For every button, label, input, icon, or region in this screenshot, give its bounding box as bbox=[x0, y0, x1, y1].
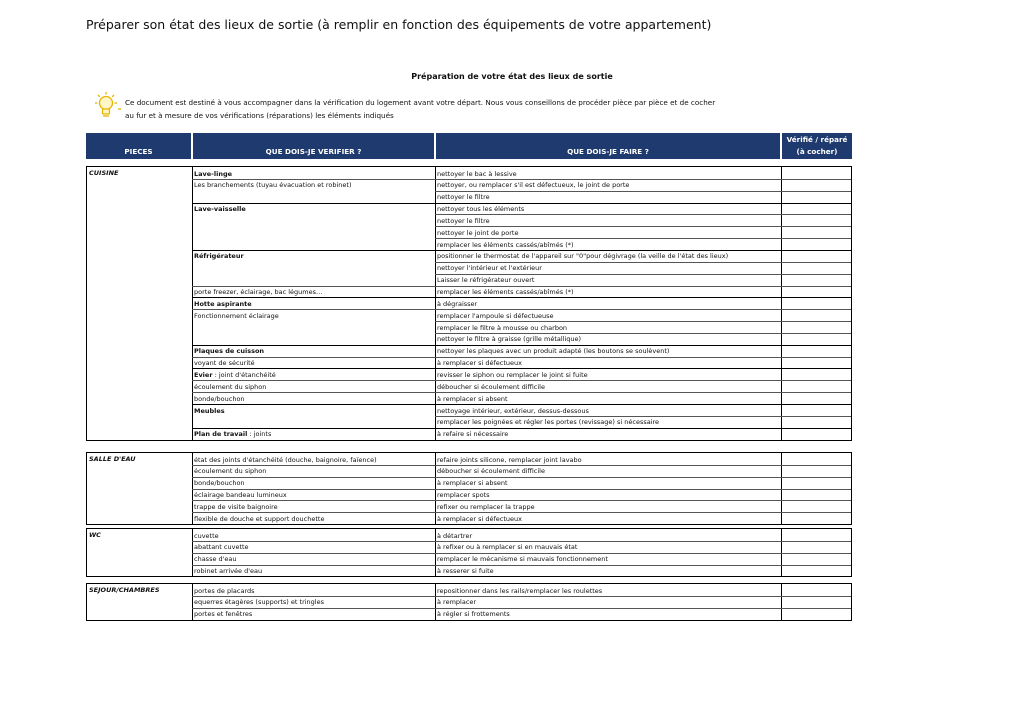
action-item: nettoyer le filtre à graisse (grille métallique) bbox=[437, 335, 582, 344]
verify-item bbox=[194, 530, 434, 542]
table-row bbox=[87, 501, 851, 513]
verify-item bbox=[194, 465, 434, 477]
verify-item bbox=[194, 369, 434, 381]
equipment-name: Hotte aspirante bbox=[194, 299, 252, 308]
verify-text: Fonctionnement éclairage bbox=[194, 311, 279, 320]
table-row bbox=[87, 465, 851, 477]
action-item: refixer ou remplacer la trappe bbox=[437, 502, 535, 511]
verify-item bbox=[194, 274, 434, 286]
checkbox-cell[interactable] bbox=[783, 465, 849, 477]
action-item: nettoyer le filtre bbox=[437, 193, 490, 202]
checkbox-cell[interactable] bbox=[783, 405, 849, 417]
action-item: revisser le siphon ou remplacer le joint si fuite bbox=[437, 370, 588, 379]
verify-text: écoulement du siphon bbox=[194, 382, 267, 391]
verify-item bbox=[194, 541, 434, 553]
verify-text: chasse d'eau bbox=[194, 555, 237, 564]
checkbox-cell[interactable] bbox=[783, 357, 849, 369]
verify-item bbox=[194, 179, 434, 191]
action-item: à refixer ou à remplacer si en mauvais état bbox=[437, 543, 578, 552]
table-row bbox=[87, 541, 851, 553]
table-row bbox=[87, 405, 851, 417]
intro-text bbox=[125, 96, 785, 122]
table-row bbox=[87, 416, 851, 428]
checkbox-cell[interactable] bbox=[783, 393, 849, 405]
table-row bbox=[87, 227, 851, 239]
verify-text: portes et fenêtres bbox=[194, 610, 253, 619]
table-row bbox=[87, 513, 851, 525]
equipment-name: Lave-vaisselle bbox=[194, 205, 246, 214]
table-row bbox=[87, 168, 851, 180]
action-item: nettoyer les plaques avec un produit adapté (les boutons se soulèvent) bbox=[437, 347, 670, 356]
verify-item bbox=[194, 298, 434, 310]
action-item: à remplacer si absent bbox=[437, 479, 508, 488]
verify-item bbox=[194, 489, 434, 501]
table-row bbox=[87, 333, 851, 345]
table-row bbox=[87, 357, 851, 369]
action-item: à remplacer si défectueux bbox=[437, 359, 523, 368]
table-row bbox=[87, 381, 851, 393]
checkbox-cell[interactable] bbox=[783, 322, 849, 334]
action-item: nettoyer le joint de porte bbox=[437, 228, 519, 237]
checkbox-cell[interactable] bbox=[783, 298, 849, 310]
checkbox-cell[interactable] bbox=[783, 501, 849, 513]
verify-item bbox=[194, 333, 434, 345]
checkbox-cell[interactable] bbox=[783, 381, 849, 393]
action-item: remplacer le mécanisme si mauvais fonctionnement bbox=[437, 555, 608, 564]
action-item: à remplacer si absent bbox=[437, 394, 508, 403]
section-salle-d-eau bbox=[86, 452, 852, 525]
equipment-name: Evier bbox=[194, 370, 213, 379]
table-row bbox=[87, 203, 851, 215]
verify-text: : joints bbox=[247, 430, 272, 439]
intro-line-1: Ce document est destiné à vous accompagner dans la vérification du logement avant votre départ. Nous vous conseillons de procéder pièce par pièce et de cocher bbox=[125, 98, 716, 107]
table-row bbox=[87, 239, 851, 251]
checkbox-cell[interactable] bbox=[783, 565, 849, 577]
header-faire: QUE DOIS-JE FAIRE ? bbox=[436, 133, 780, 159]
checkbox-cell[interactable] bbox=[783, 541, 849, 553]
verify-item bbox=[194, 310, 434, 322]
table-row bbox=[87, 428, 851, 440]
verify-item bbox=[194, 345, 434, 357]
action-item: à remplacer bbox=[437, 598, 477, 607]
checkbox-cell[interactable] bbox=[783, 333, 849, 345]
header-verifie bbox=[782, 133, 852, 159]
verify-item bbox=[194, 596, 434, 608]
verify-item bbox=[194, 501, 434, 513]
section-cuisine bbox=[86, 166, 852, 441]
checkbox-cell[interactable] bbox=[783, 489, 849, 501]
table-row bbox=[87, 596, 851, 608]
equipment-name: Plan de travail bbox=[194, 430, 248, 439]
checkbox-cell[interactable] bbox=[783, 345, 849, 357]
verify-item bbox=[194, 262, 434, 274]
checkbox-cell[interactable] bbox=[783, 310, 849, 322]
verify-item bbox=[194, 215, 434, 227]
table-row bbox=[87, 530, 851, 542]
checkbox-cell[interactable] bbox=[783, 179, 849, 191]
verify-text: éclairage bandeau lumineux bbox=[194, 491, 287, 500]
checkbox-cell[interactable] bbox=[783, 168, 849, 180]
checkbox-cell[interactable] bbox=[783, 553, 849, 565]
verify-item bbox=[194, 585, 434, 597]
verify-item bbox=[194, 250, 434, 262]
page-title: Préparer son état des lieux de sortie (à remplir en fonction des équipements de votre appartement) bbox=[86, 17, 712, 32]
action-item: à refaire si nécessaire bbox=[437, 430, 509, 439]
verify-item bbox=[194, 513, 434, 525]
header-verifie-line1: Vérifié / réparé bbox=[786, 135, 848, 144]
verify-item bbox=[194, 168, 434, 180]
table-row bbox=[87, 215, 851, 227]
action-item: remplacer les poignées et régler les portes (revissage) si nécessaire bbox=[437, 418, 660, 427]
verify-text: flexible de douche et support douchette bbox=[194, 514, 325, 523]
action-item: refaire joints silicone, remplacer joint lavabo bbox=[437, 455, 582, 464]
table-row bbox=[87, 585, 851, 597]
action-item: remplacer l'ampoule si défectueuse bbox=[437, 311, 554, 320]
checkbox-cell[interactable] bbox=[783, 274, 849, 286]
checkbox-cell[interactable] bbox=[783, 369, 849, 381]
action-item: remplacer spots bbox=[437, 491, 490, 500]
intro-line-2: au fur et à mesure de vos vérifications (réparations) les éléments indiqués bbox=[125, 111, 394, 120]
action-item: nettoyer le filtre bbox=[437, 216, 490, 225]
equipment-name: Meubles bbox=[194, 406, 225, 415]
verify-item bbox=[194, 322, 434, 334]
table-row bbox=[87, 274, 851, 286]
verify-item bbox=[194, 203, 434, 215]
action-item: remplacer les éléments cassés/abîmés (*) bbox=[437, 288, 574, 296]
checkbox-cell[interactable] bbox=[783, 416, 849, 428]
checkbox-cell[interactable] bbox=[783, 227, 849, 239]
table-row bbox=[87, 489, 851, 501]
action-item: à régler si frottements bbox=[437, 610, 510, 619]
verify-item bbox=[194, 381, 434, 393]
verify-item bbox=[194, 393, 434, 405]
verify-item bbox=[194, 477, 434, 489]
table-row bbox=[87, 553, 851, 565]
verify-text: equerres étagères (supports) et tringles bbox=[194, 598, 324, 607]
checkbox-cell[interactable] bbox=[783, 286, 849, 298]
room-name: CUISINE bbox=[89, 169, 119, 177]
verify-text: abattant cuvette bbox=[194, 543, 249, 552]
table-row bbox=[87, 608, 851, 620]
document-subtitle: Préparation de votre état des lieux de sortie bbox=[411, 72, 613, 81]
verify-item bbox=[194, 416, 434, 428]
checkbox-cell[interactable] bbox=[783, 585, 849, 597]
verify-text: porte freezer, éclairage, bac légumes… bbox=[194, 288, 323, 296]
verify-item bbox=[194, 428, 434, 440]
action-item: nettoyer le bac à lessive bbox=[437, 169, 517, 178]
verify-text: trappe de visite baignoire bbox=[194, 502, 278, 511]
verify-item bbox=[194, 191, 434, 203]
table-row bbox=[87, 369, 851, 381]
action-item: repositionner dans les rails/remplacer les roulettes bbox=[437, 586, 603, 595]
table-row bbox=[87, 322, 851, 334]
verify-text: Les branchements (tuyau évacuation et robinet) bbox=[194, 181, 352, 190]
verify-text: voyant de sécurité bbox=[194, 359, 255, 368]
action-item: Laisser le réfrigérateur ouvert bbox=[437, 276, 535, 285]
checkbox-cell[interactable] bbox=[783, 428, 849, 440]
verify-item bbox=[194, 608, 434, 620]
action-item: remplacer les éléments cassés/abîmés (*) bbox=[437, 240, 574, 249]
header-verifier: QUE DOIS-JE VERIFIER ? bbox=[193, 133, 434, 159]
verify-item bbox=[194, 565, 434, 577]
verify-item bbox=[194, 454, 434, 466]
checkbox-cell[interactable] bbox=[783, 262, 849, 274]
action-item: à détartrer bbox=[437, 531, 473, 540]
verify-item bbox=[194, 405, 434, 417]
verify-item bbox=[194, 239, 434, 251]
equipment-name: Lave-linge bbox=[194, 169, 233, 178]
checkbox-cell[interactable] bbox=[783, 239, 849, 251]
table-row bbox=[87, 565, 851, 577]
room-name: SEJOUR/CHAMBRES bbox=[89, 586, 160, 594]
table-row bbox=[87, 393, 851, 405]
table-row bbox=[87, 345, 851, 357]
checkbox-cell[interactable] bbox=[783, 477, 849, 489]
equipment-name: Plaques de cuisson bbox=[194, 347, 265, 356]
table-row bbox=[87, 179, 851, 191]
checkbox-cell[interactable] bbox=[783, 608, 849, 620]
verify-text: bonde/bouchon bbox=[194, 479, 245, 488]
table-row bbox=[87, 454, 851, 466]
verify-text: : joint d'étanchéité bbox=[212, 370, 276, 379]
table-row bbox=[87, 262, 851, 274]
verify-text: bonde/bouchon bbox=[194, 394, 245, 403]
section-sejour-chambres bbox=[86, 583, 852, 621]
lightbulb-icon bbox=[90, 90, 122, 122]
header-verifie-line2: (à cocher) bbox=[796, 147, 838, 156]
table-row bbox=[87, 250, 851, 262]
checkbox-cell[interactable] bbox=[783, 250, 849, 262]
room-name: SALLE D'EAU bbox=[89, 455, 136, 463]
action-item: remplacer le filtre à mousse ou charbon bbox=[437, 323, 568, 332]
verify-text: robinet arrivée d'eau bbox=[194, 567, 263, 576]
verify-item bbox=[194, 553, 434, 565]
equipment-name: Réfrigérateur bbox=[194, 252, 244, 261]
action-item: positionner le thermostat de l'appareil sur "0"pour dégivrage (la veille de l'état des lieux) bbox=[437, 252, 729, 261]
verify-text: écoulement du siphon bbox=[194, 467, 267, 476]
action-item: déboucher si écoulement difficile bbox=[437, 382, 545, 391]
table-row bbox=[87, 310, 851, 322]
section-wc bbox=[86, 528, 852, 577]
checkbox-cell[interactable] bbox=[783, 596, 849, 608]
action-item: nettoyage intérieur, extérieur, dessus-dessous bbox=[437, 406, 589, 415]
verify-item bbox=[194, 227, 434, 239]
checkbox-cell[interactable] bbox=[783, 513, 849, 525]
verify-text: portes de placards bbox=[194, 586, 255, 595]
action-item: nettoyer, ou remplacer s'il est défectueux, le joint de porte bbox=[437, 181, 630, 190]
action-item: nettoyer tous les éléments bbox=[437, 205, 525, 214]
checkbox-cell[interactable] bbox=[783, 530, 849, 542]
table-row bbox=[87, 298, 851, 310]
action-item: à dégraisser bbox=[437, 299, 478, 308]
table-row bbox=[87, 477, 851, 489]
verify-text: cuvette bbox=[194, 531, 219, 540]
verify-item bbox=[194, 357, 434, 369]
table-row bbox=[87, 286, 851, 298]
action-item: à resserer si fuite bbox=[437, 567, 494, 576]
verify-item bbox=[194, 286, 434, 298]
table-row bbox=[87, 191, 851, 203]
checkbox-cell[interactable] bbox=[783, 215, 849, 227]
room-name: WC bbox=[89, 531, 101, 539]
action-item: nettoyer l'intérieur et l'extérieur bbox=[437, 264, 542, 273]
verify-text: état des joints d'étanchéité (douche, baignoire, faïence) bbox=[194, 455, 377, 464]
checkbox-cell[interactable] bbox=[783, 454, 849, 466]
checkbox-cell[interactable] bbox=[783, 203, 849, 215]
header-pieces: PIECES bbox=[86, 133, 191, 159]
action-item: à remplacer si défectueux bbox=[437, 514, 523, 523]
action-item: déboucher si écoulement difficile bbox=[437, 467, 545, 476]
checkbox-cell[interactable] bbox=[783, 191, 849, 203]
